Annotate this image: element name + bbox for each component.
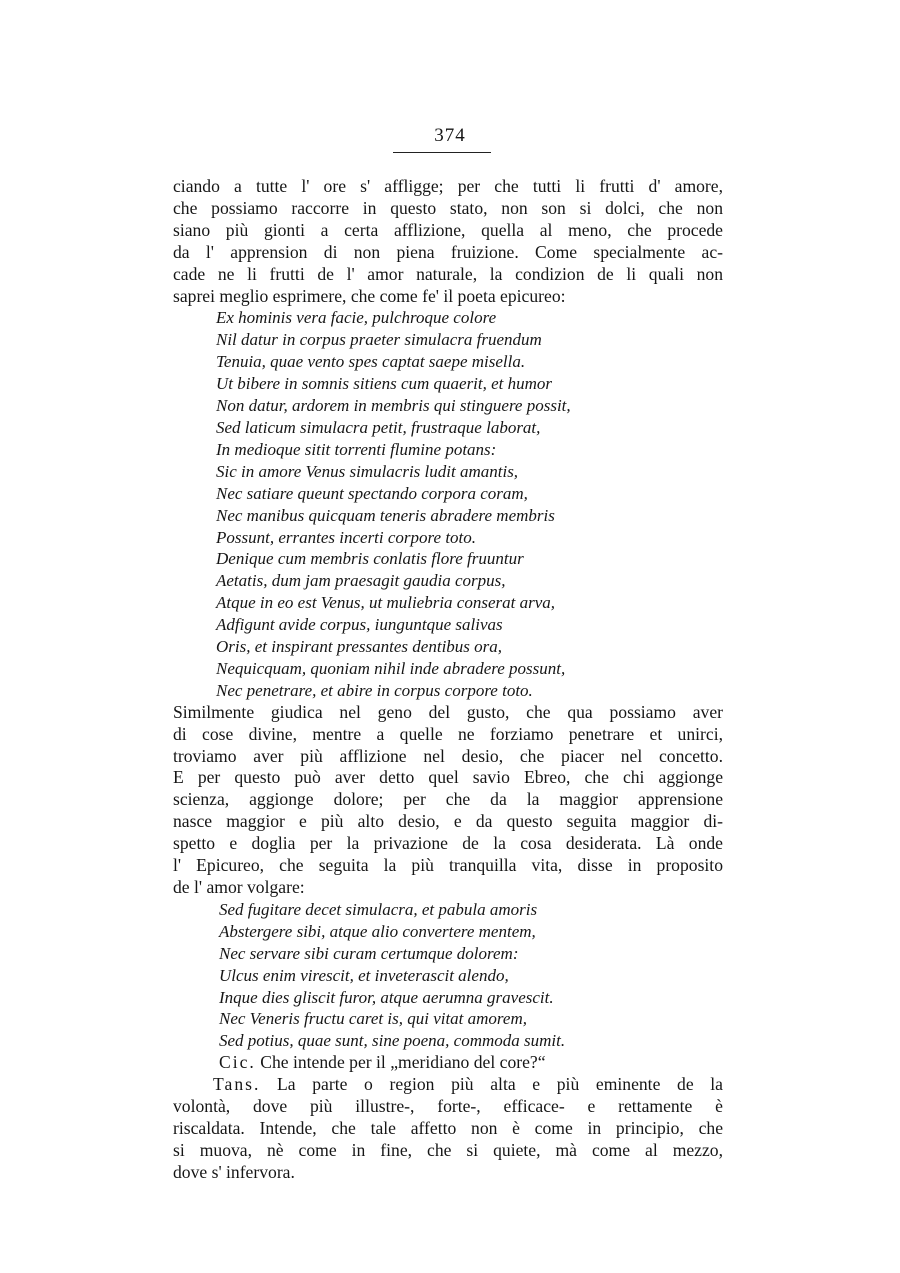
verse-line: Abstergere sibi, atque alio convertere mentem,: [219, 921, 536, 941]
verse-line: Nil datur in corpus praeter simulacra fruendum: [216, 330, 542, 350]
latin-verse-block-1: [173, 307, 723, 701]
prose-line: nasce maggior e più alto desio, e da questo seguita maggior di-: [173, 811, 723, 832]
verse-line: Sic in amore Venus simulacris ludit amantis,: [216, 461, 519, 481]
verse-line: Nec Veneris fructu caret is, qui vitat amorem,: [219, 1009, 527, 1029]
verse-line: Aetatis, dum jam praesagit gaudia corpus,: [216, 571, 506, 591]
dialogue-first-line: [173, 1074, 723, 1096]
dialogue-tans: [173, 1074, 723, 1184]
verse-line: In medioque sitit torrenti flumine potans:: [216, 439, 497, 459]
prose-line: Similmente giudica nel geno del gusto, che qua possiamo aver: [173, 701, 723, 722]
page-number: 374: [434, 125, 466, 146]
verse-line: Possunt, errantes incerti corpore toto.: [216, 527, 477, 547]
page-body: [173, 176, 723, 1184]
prose-block-1: [173, 176, 723, 307]
prose-line: cade ne li frutti de l' amor naturale, la condizion de li quali non: [173, 263, 723, 284]
verse-line: Nec penetrare, et abire in corpus corpore toto.: [216, 680, 533, 700]
prose-line: da l' apprension di non piena fruizione. Come specialmente ac-: [173, 241, 723, 262]
latin-verse-block-2: [173, 899, 723, 1052]
prose-line: E per questo può aver detto quel savio Ebreo, che chi aggionge: [173, 767, 723, 788]
prose-line: l' Epicureo, che seguita la più tranquilla vita, disse in proposito: [173, 855, 723, 876]
speaker-name: Cic.: [219, 1052, 256, 1073]
prose-line: dove s' infervora.: [173, 1161, 295, 1182]
speaker-name: Tans.: [213, 1074, 261, 1095]
verse-line: Nec servare sibi curam certumque dolorem:: [219, 943, 519, 963]
verse-line: Sed fugitare decet simulacra, et pabula amoris: [219, 899, 538, 919]
verse-line: Atque in eo est Venus, ut muliebria conserat arva,: [216, 593, 556, 613]
prose-line: spetto e doglia per la privazione de la cosa desiderata. Là onde: [173, 833, 723, 854]
verse-line: Oris, et inspirant pressantes dentibus ora,: [216, 637, 503, 657]
header-rule: [393, 152, 491, 153]
verse-line: Adfigunt avide corpus, iunguntque salivas: [216, 615, 503, 635]
verse-line: Sed laticum simulacra petit, frustraque laborat,: [216, 417, 541, 437]
verse-line: Denique cum membris conlatis flore fruuntur: [216, 549, 524, 569]
verse-line: Tenuia, quae vento spes captat saepe misella.: [216, 352, 526, 372]
verse-line: Nec manibus quicquam teneris abradere membris: [216, 505, 555, 525]
prose-line: scienza, aggionge dolore; per che da la maggior apprensione: [173, 789, 723, 810]
prose-line: troviamo aver più afflizione nel desio, che piacer nel concetto.: [173, 745, 723, 766]
dialogue-text: La parte o region più alta e più eminente de la: [277, 1074, 723, 1095]
verse-line: Non datur, ardorem in membris qui stinguere possit,: [216, 396, 571, 416]
prose-line: ciando a tutte l' ore s' affligge; per che tutti li frutti d' amore,: [173, 176, 723, 196]
verse-line: Sed potius, quae sunt, sine poena, commoda sumit.: [219, 1031, 566, 1051]
verse-line: Ut bibere in somnis sitiens cum quaerit, et humor: [216, 374, 553, 394]
verse-line: Nequicquam, quoniam nihil inde abradere possunt,: [216, 658, 566, 678]
prose-line: di cose divine, mentre a quelle ne forziamo penetrare et unirci,: [173, 723, 723, 744]
prose-line: siano più gionti a certa afflizione, quella al meno, che procede: [173, 219, 723, 240]
verse-line: Ulcus enim virescit, et inveterascit alendo,: [219, 965, 509, 985]
dialogue-line-cic: [173, 1052, 723, 1074]
prose-block-2: [173, 702, 723, 899]
dialogue-text: Che intende per il „meridiano del core?“: [260, 1052, 546, 1073]
verse-line: Nec satiare queunt spectando corpora coram,: [216, 483, 528, 503]
prose-line: riscaldata. Intende, che tale affetto non è come in principio, che: [173, 1117, 723, 1138]
verse-line: Ex hominis vera facie, pulchroque colore: [216, 308, 497, 328]
prose-line: volontà, dove più illustre-, forte-, efficace- e rettamente è: [173, 1096, 723, 1117]
prose-line: saprei meglio esprimere, che come fe' il poeta epicureo:: [173, 285, 566, 306]
verse-line: Inque dies gliscit furor, atque aerumna gravescit.: [219, 987, 554, 1007]
prose-line: de l' amor volgare:: [173, 877, 305, 897]
prose-line: si muova, nè come in fine, che si quiete, mà come al mezzo,: [173, 1139, 723, 1160]
prose-line: che possiamo raccorre in questo stato, non son si dolci, che non: [173, 197, 723, 218]
